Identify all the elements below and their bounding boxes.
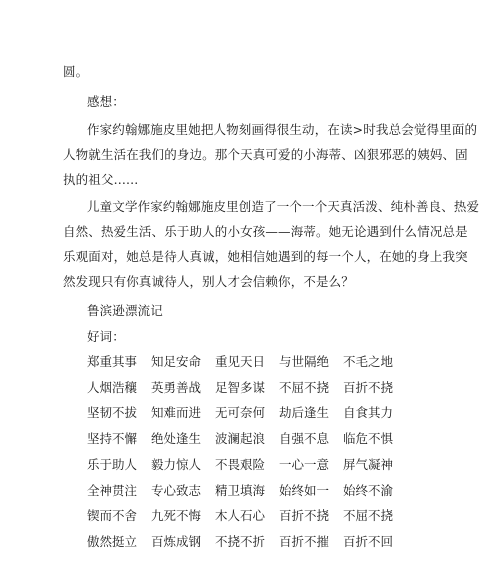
word-row: [87, 354, 393, 370]
word-item: 不屈不挠: [279, 379, 330, 395]
word-item: 百折不挠: [279, 508, 330, 524]
word-item: 全神贯注: [87, 482, 138, 498]
word-item: 百折不挠: [343, 379, 394, 395]
word-item: 专心致志: [151, 482, 202, 498]
word-row: [87, 534, 393, 550]
word-item: 九死不悔: [151, 508, 202, 524]
word-item: 始终不渝: [343, 482, 394, 498]
paragraph-line: 自然、热爱生活、乐于助人的小女孩——海蒂。她无论遇到什么情况总是: [63, 224, 468, 239]
word-item: 波澜起浪: [215, 431, 266, 447]
word-row: [87, 457, 393, 473]
paragraph-line: 乐观面对，她总是待人真诚，她相信她遇到的每一个人，在她的身上我突: [63, 249, 468, 264]
word-item: 坚韧不拔: [87, 405, 138, 421]
word-item: 绝处逢生: [151, 431, 202, 447]
word-item: 足智多谋: [215, 379, 266, 395]
word-item: 人烟浩穰: [87, 379, 138, 395]
paragraph-line: 作家约翰娜施皮里她把人物刻画得很生动，在读>时我总会觉得里面的: [87, 122, 478, 137]
section-heading-impressions: 感想：: [87, 94, 125, 109]
word-item: 百炼成钢: [151, 533, 202, 549]
word-item: 精卫填海: [215, 482, 266, 498]
paragraph-line: 然发现只有你真诚待人，别人才会信赖你，不是么？: [63, 274, 354, 289]
word-item: 劫后逢生: [279, 405, 330, 421]
word-item: 自强不息: [279, 431, 330, 447]
word-item: 屏气凝神: [343, 456, 394, 472]
word-row: [87, 508, 393, 524]
paragraph-line: 人物就生活在我们的身边。那个天真可爱的小海蒂、凶狠邪恶的姨妈、固: [63, 147, 468, 162]
paragraph-line: 圆。: [63, 64, 89, 79]
word-item: 不毛之地: [343, 354, 394, 369]
word-item: 知足安命: [151, 354, 202, 369]
word-item: 傲然挺立: [87, 533, 138, 549]
word-row: [87, 405, 393, 421]
word-item: 坚持不懈: [87, 431, 138, 447]
word-item: 始终如一: [279, 482, 330, 498]
word-row: [87, 431, 393, 447]
word-row: [87, 380, 393, 396]
word-item: 毅力惊人: [151, 456, 202, 472]
word-item: 重见天日: [215, 354, 266, 369]
word-item: 乐于助人: [87, 456, 138, 472]
word-item: 不畏艰险: [215, 456, 266, 472]
word-item: 一心一意: [279, 456, 330, 472]
word-item: 与世隔绝: [279, 354, 330, 369]
word-item: 郑重其事: [87, 354, 138, 369]
word-item: 临危不惧: [343, 431, 394, 447]
word-item: 锲而不舍: [87, 508, 138, 524]
paragraph-line: 执的祖父......: [63, 172, 139, 187]
word-item: 百折不摧: [279, 533, 330, 549]
word-item: 不挠不折: [215, 533, 266, 549]
section-heading-good-words: 好词：: [87, 329, 125, 344]
word-item: 无可奈何: [215, 405, 266, 421]
word-item: 不屈不挠: [343, 508, 394, 524]
word-row: [87, 483, 393, 499]
word-item: 英勇善战: [151, 379, 202, 395]
paragraph-line: 儿童文学作家约翰娜施皮里创造了一个一个天真活泼、纯朴善良、热爱: [87, 199, 480, 214]
word-item: 自食其力: [343, 405, 394, 421]
book-title: 鲁滨逊漂流记: [87, 303, 163, 318]
word-item: 木人石心: [215, 508, 266, 524]
word-item: 知难而进: [151, 405, 202, 421]
word-item: 百折不回: [343, 533, 394, 549]
